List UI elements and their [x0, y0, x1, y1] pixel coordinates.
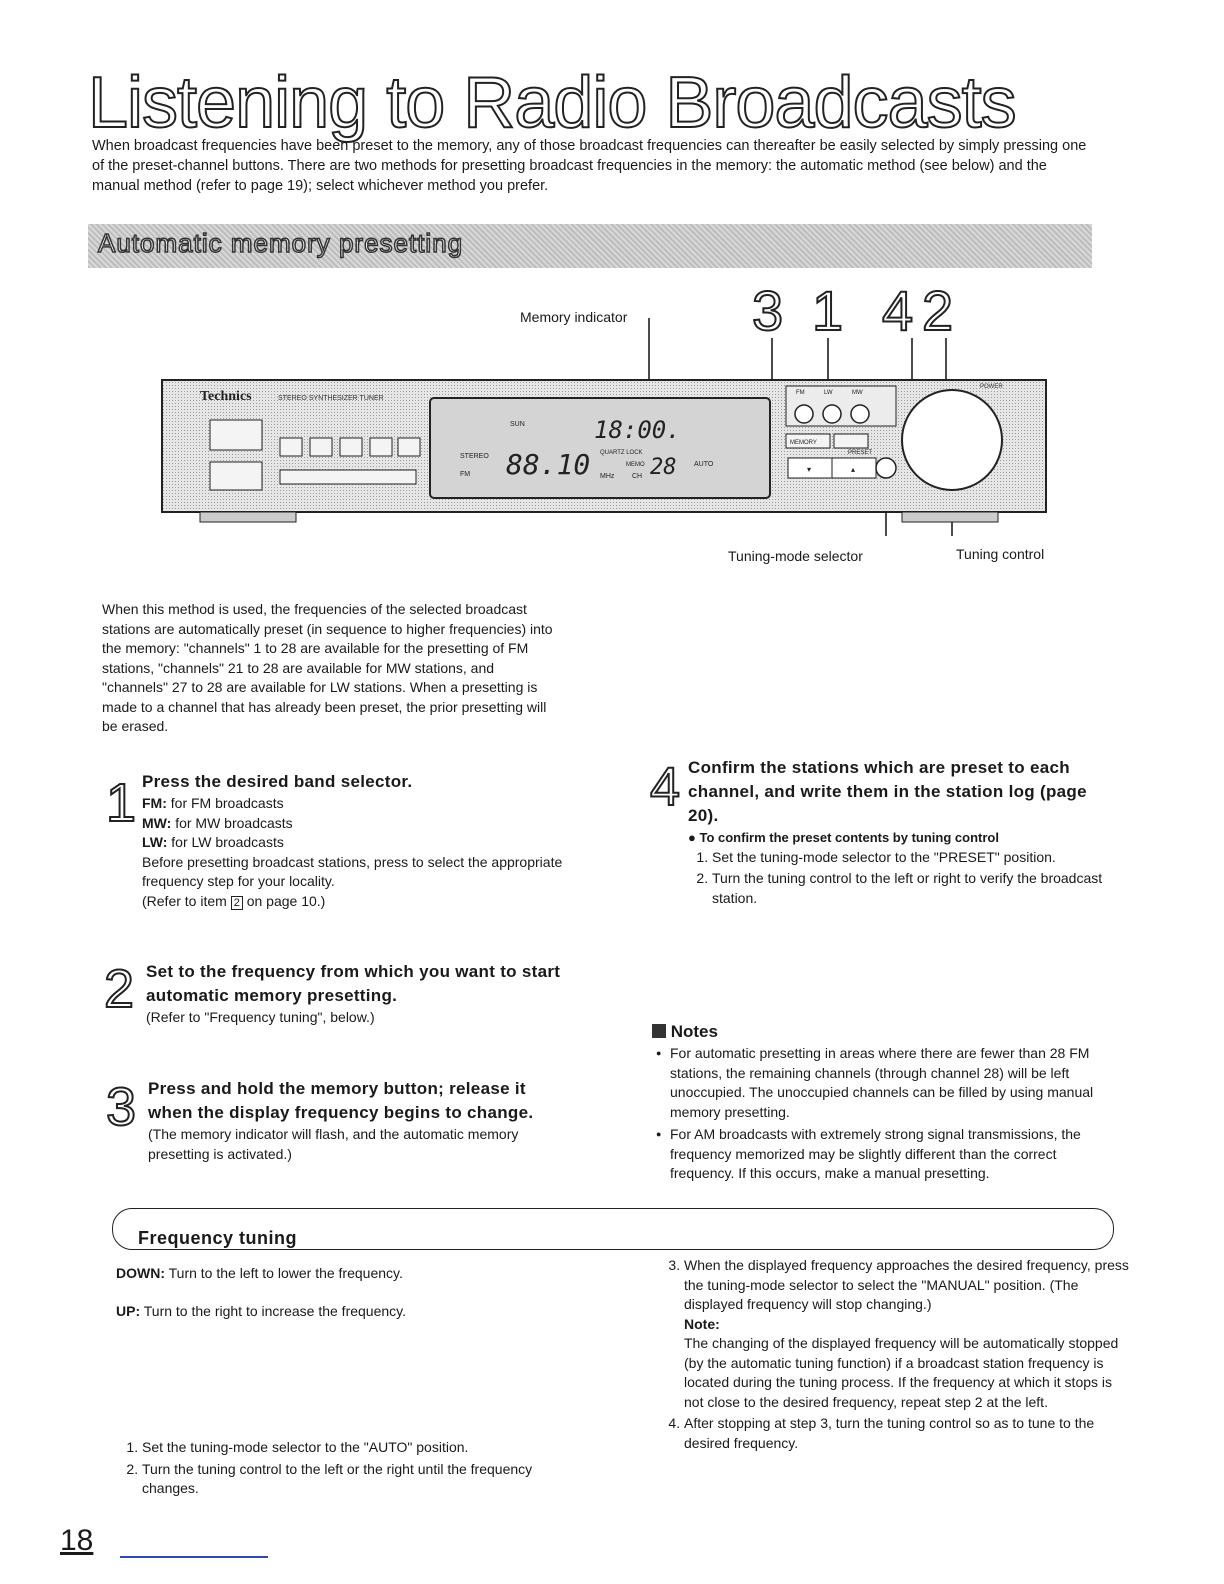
step-1-title: Press the desired band selector.	[142, 772, 413, 791]
model-text: STEREO SYNTHESIZER TUNER	[278, 395, 384, 402]
callout-3: 3	[752, 279, 784, 342]
svg-text:▾: ▾	[807, 465, 812, 474]
svg-text:FM: FM	[796, 390, 805, 396]
svg-text:LW: LW	[824, 390, 833, 396]
page-title: Listening to Radio Broadcasts	[88, 63, 1016, 143]
step-1-number: 1	[106, 773, 137, 833]
svg-text:MHz: MHz	[600, 473, 615, 480]
svg-text:POWER: POWER	[980, 384, 1003, 390]
brand-logo: Technics	[200, 389, 252, 404]
callout-4: 4	[882, 279, 914, 342]
display-channel: 28	[650, 455, 677, 480]
freq-right-steps: 3. When the displayed frequency approaches the desired frequency, press the tuning-mode selector to select the "MANUAL" position. (The displayed frequency will stop changing.) Note: The changing of the displayed frequency will be automatically stopped (by the automatic tuning function) if a broadcast station frequency is located during the tuning process. If the frequency at which it stops is not close to the desired frequency, repeat step 2 at the left. 4. After stopping at step 3, turn the tuning control so as to tune to the desired frequency.	[660, 1256, 1134, 1455]
step-3	[148, 1077, 564, 1164]
display-time: 18:00.	[594, 416, 681, 444]
svg-text:PRESET: PRESET	[848, 450, 873, 456]
step-2-number: 2	[104, 959, 135, 1019]
step-1-ref: (Refer to item 2 on page 10.)	[142, 892, 326, 909]
step-3-body: (The memory indicator will flash, and the automatic memory presetting is activated.)	[148, 1126, 519, 1162]
step-3-title: Press and hold the memory button; release it when the display frequency begins to change.	[148, 1079, 534, 1122]
step-2-title: Set to the frequency from which you want to start automatic memory presetting.	[146, 962, 561, 1005]
tuning-control-knob	[902, 390, 1002, 490]
step-4-title: Confirm the stations which are preset to each channel, and write them in the station log (page 20).	[688, 758, 1087, 825]
tuning-mode-selector-label: Tuning-mode selector	[728, 548, 863, 564]
step-4-subtitle: ● To confirm the preset contents by tuning control	[688, 830, 999, 845]
frequency-tuning-title: Frequency tuning	[132, 1228, 303, 1249]
freq-down: DOWN: Turn to the left to lower the frequency.	[116, 1265, 403, 1281]
step-2-body: (Refer to "Frequency tuning", below.)	[146, 1009, 375, 1025]
step-2	[146, 960, 566, 1028]
step-1-body: Before presetting broadcast stations, press to select the appropriate frequency step for your locality.	[142, 853, 563, 889]
tuning-control-label: Tuning control	[956, 546, 1045, 562]
step-3-number: 3	[106, 1077, 137, 1137]
svg-text:MW: MW	[852, 390, 863, 396]
freq-left-steps: 1. Set the tuning-mode selector to the "AUTO" position. 2. Turn the tuning control to the left or the right until the frequency changes.	[118, 1438, 582, 1501]
notes-title: Notes	[652, 1022, 1112, 1042]
callout-2: 2	[922, 279, 954, 342]
footer-rule	[120, 1556, 268, 1558]
display-frequency: 88.10	[506, 448, 591, 481]
svg-text:MEMO: MEMO	[626, 462, 645, 468]
freq-up: UP: Turn to the right to increase the frequency.	[116, 1303, 407, 1319]
page-number: 18	[60, 1524, 94, 1557]
svg-text:SUN: SUN	[510, 421, 525, 428]
svg-text:▴: ▴	[851, 465, 856, 474]
callout-1: 1	[812, 279, 844, 342]
method-description: When this method is used, the frequencies of the selected broadcast stations are automatically preset (in sequence to higher frequencies) into the memory: "channels" 1 to 28 are available for the presetting of FM stations, "channels" 21 to 28 are available for MW stations, and "channels" 27 to 28 are available for LW stations. When a presetting is made to a channel that has already been preset, the prior presetting will be erased.	[102, 601, 553, 734]
notes-square-icon	[652, 1024, 666, 1038]
tuner-illustration	[160, 310, 1080, 536]
svg-text:QUARTZ LOCK: QUARTZ LOCK	[600, 450, 643, 456]
notes-list: ● For automatic presetting in areas where there are fewer than 28 FM stations, the remaining channels (through channel 28) will be left unoccupied. The unoccupied channels can be filled by using manual memory presetting. ● For AM broadcasts with extremely strong signal transmissions, the frequency memorized may be slightly different than the correct frequency. If this occurs, make a manual presetting.	[652, 1044, 1112, 1184]
svg-text:STEREO: STEREO	[460, 453, 489, 460]
svg-text:MEMORY: MEMORY	[790, 440, 817, 446]
step-4-number: 4	[650, 757, 681, 817]
tuner-display	[430, 398, 770, 498]
lw-button	[823, 405, 841, 423]
notes-section	[652, 1022, 1112, 1187]
intro-paragraph: When broadcast frequencies have been preset to the memory, any of those broadcast frequencies can thereafter be easily selected by simply pressing one of the preset-channel buttons. There are two methods for presetting broadcast frequencies in the memory: the automatic method (see below) and the manual method (refer to page 19); select whichever method you prefer.	[92, 138, 1087, 194]
svg-text:FM: FM	[460, 471, 471, 478]
step-4-list: 1. Set the tuning-mode selector to the "PRESET" position. 2. Turn the tuning control to the left or right to verify the broadcast station.	[688, 848, 1108, 909]
memory-indicator-label: Memory indicator	[520, 309, 628, 325]
step-1: Press the desired band selector. FM: for FM broadcasts MW: for MW broadcasts LW: for LW broadcasts Before presetting broadcast stations, press to select the appropriate frequency step for your locality. (Refer to item 2 on page 10.)	[142, 770, 572, 913]
mw-button	[851, 405, 869, 423]
fm-button	[795, 405, 813, 423]
svg-text:CH: CH	[632, 473, 643, 480]
section-title: Automatic memory presetting	[98, 228, 464, 258]
tuning-mode-selector	[876, 458, 896, 478]
svg-text:AUTO: AUTO	[694, 461, 714, 468]
step-4	[688, 756, 1108, 910]
